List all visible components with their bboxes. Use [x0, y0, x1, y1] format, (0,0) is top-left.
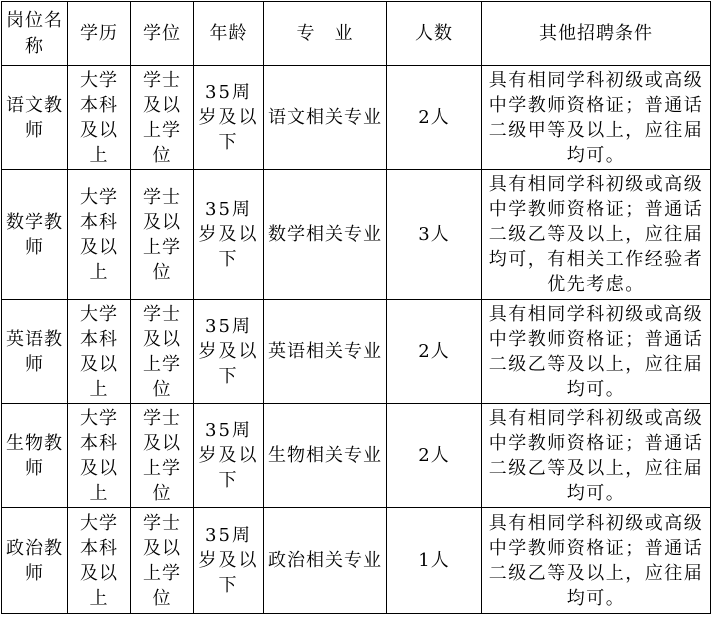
cell-count: 3人	[387, 170, 482, 300]
header-education: 学历	[68, 2, 131, 66]
cell-education: 大学本科及以上	[68, 66, 131, 170]
cell-education: 大学本科及以上	[68, 404, 131, 508]
cell-post: 语文教师	[2, 66, 68, 170]
cell-post: 数学教师	[2, 170, 68, 300]
header-degree: 学位	[131, 2, 194, 66]
cell-conditions: 具有相同学科初级或高级中学教师资格证；普通话二级乙等及以上，应往届均可，有相关工作经验者优先考虑。	[482, 170, 711, 300]
table-row	[2, 404, 711, 508]
cell-post: 政治教师	[2, 508, 68, 614]
table-row	[2, 508, 711, 614]
table-row	[2, 66, 711, 170]
cell-count: 2人	[387, 404, 482, 508]
header-age: 年龄	[194, 2, 264, 66]
cell-major: 数学相关专业	[264, 170, 387, 300]
header-count: 人数	[387, 2, 482, 66]
cell-count: 2人	[387, 300, 482, 404]
cell-major: 英语相关专业	[264, 300, 387, 404]
cell-major: 语文相关专业	[264, 66, 387, 170]
cell-age: 35周岁及以下	[194, 508, 264, 614]
cell-degree: 学士及以上学位	[131, 404, 194, 508]
cell-conditions: 具有相同学科初级或高级中学教师资格证；普通话二级乙等及以上，应往届均可。	[482, 404, 711, 508]
cell-post: 英语教师	[2, 300, 68, 404]
cell-education: 大学本科及以上	[68, 170, 131, 300]
recruitment-table	[1, 1, 711, 614]
cell-count: 1人	[387, 508, 482, 614]
header-conditions: 其他招聘条件	[482, 2, 711, 66]
cell-count: 2人	[387, 66, 482, 170]
cell-age: 35周岁及以下	[194, 170, 264, 300]
cell-conditions: 具有相同学科初级或高级中学教师资格证；普通话二级甲等及以上，应往届均可。	[482, 66, 711, 170]
cell-degree: 学士及以上学位	[131, 300, 194, 404]
cell-degree: 学士及以上学位	[131, 508, 194, 614]
cell-degree: 学士及以上学位	[131, 170, 194, 300]
table-row	[2, 170, 711, 300]
cell-age: 35周岁及以下	[194, 300, 264, 404]
cell-degree: 学士及以上学位	[131, 66, 194, 170]
header-post: 岗位名称	[2, 2, 68, 66]
header-major: 专 业	[264, 2, 387, 66]
cell-post: 生物教师	[2, 404, 68, 508]
cell-age: 35周岁及以下	[194, 404, 264, 508]
table-row	[2, 300, 711, 404]
cell-major: 生物相关专业	[264, 404, 387, 508]
cell-major: 政治相关专业	[264, 508, 387, 614]
cell-education: 大学本科及以上	[68, 300, 131, 404]
header-row	[2, 2, 711, 66]
cell-conditions: 具有相同学科初级或高级中学教师资格证；普通话二级乙等及以上，应往届均可。	[482, 300, 711, 404]
cell-age: 35周岁及以下	[194, 66, 264, 170]
cell-education: 大学本科及以上	[68, 508, 131, 614]
cell-conditions: 具有相同学科初级或高级中学教师资格证；普通话二级乙等及以上，应往届均可。	[482, 508, 711, 614]
